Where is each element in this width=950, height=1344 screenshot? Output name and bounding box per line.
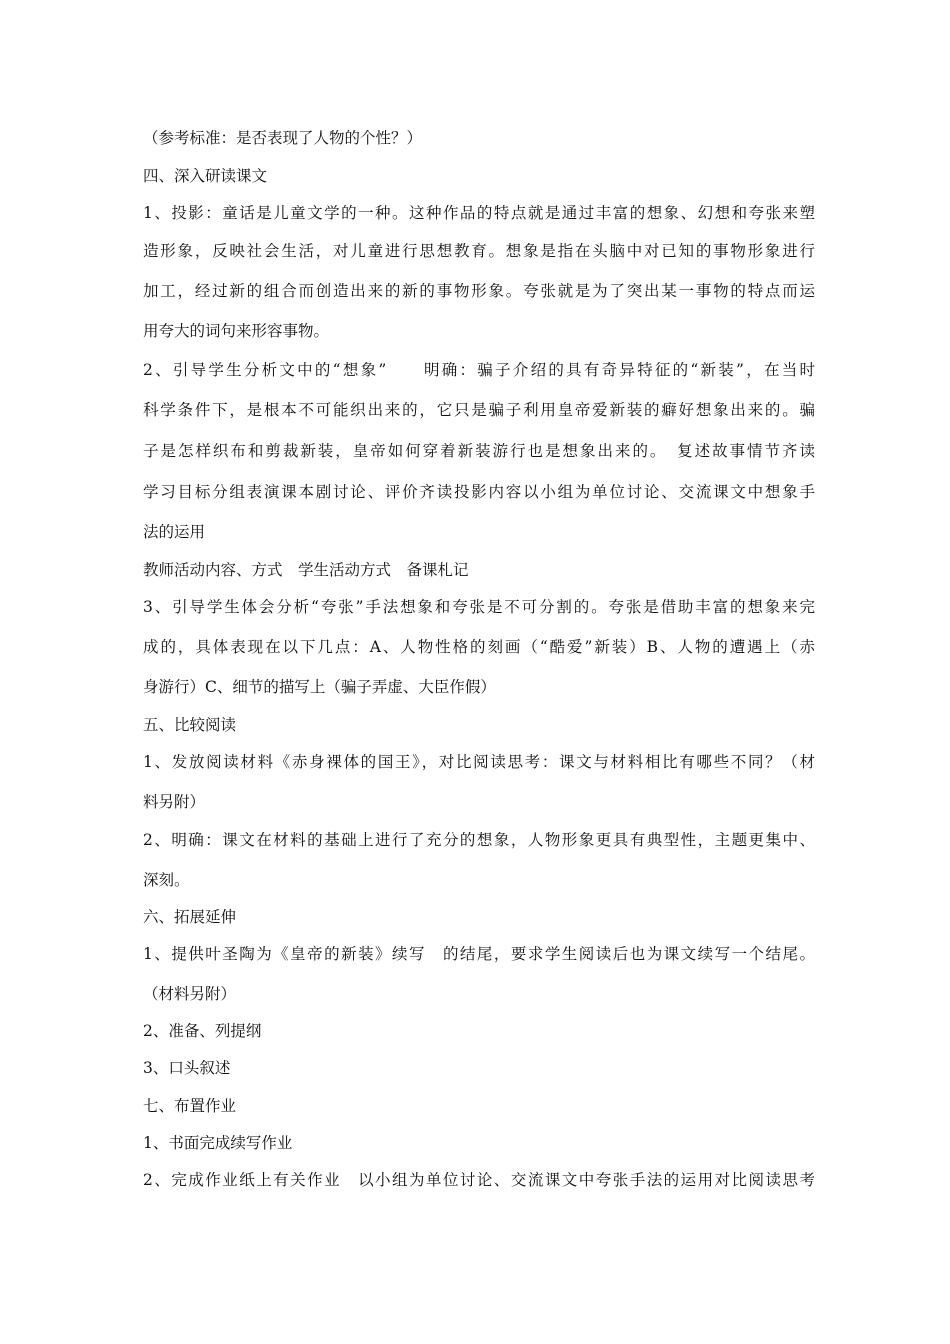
section-heading-6: 六、拓展延伸 xyxy=(143,908,237,926)
section-heading-7: 七、布置作业 xyxy=(143,1097,237,1115)
text-line: 1、提供叶圣陶为《皇帝的新装》续写 的结尾，要求学生阅读后也为课文续写一个结尾。 xyxy=(143,945,815,963)
text-line: 2、明确：课文在材料的基础上进行了充分的想象，人物形象更具有典型性，主题更集中、 xyxy=(143,831,815,849)
text-line: 2、准备、列提纲 xyxy=(143,1022,262,1040)
text-line: 成的，具体表现在以下几点：A、人物性格的刻画（“酷爱”新装）B、人物的遭遇上（赤 xyxy=(143,638,815,656)
text-line: 科学条件下，是根本不可能织出来的，它只是骗子利用皇帝爱新装的癖好想象出来的。骗 xyxy=(143,401,815,419)
text-line: 2、引导学生分析文中的“想象” 明确：骗子介绍的具有奇异特征的“新装”，在当时 xyxy=(143,361,815,379)
text-line: 1、投影：童话是儿童文学的一种。这种作品的特点就是通过丰富的想象、幻想和夸张来塑 xyxy=(143,204,815,222)
text-line: 学习目标分组表演课本剧讨论、评价齐读投影内容以小组为单位讨论、交流课文中想象手 xyxy=(143,483,815,501)
text-line: 用夸大的词句来形容事物。 xyxy=(143,322,330,340)
text-line: 身游行）C、细节的描写上（骗子弄虚、大臣作假） xyxy=(143,678,496,696)
text-line: 深刻。 xyxy=(143,871,190,889)
section-heading-4: 四、深入研读课文 xyxy=(143,167,268,185)
text-line-activity-header: 教师活动内容、方式 学生活动方式 备课札记 xyxy=(143,561,469,579)
text-line: （材料另附） xyxy=(143,985,237,1003)
text-line: 法的运用 xyxy=(143,523,206,541)
text-line: 1、书面完成续写作业 xyxy=(143,1134,293,1152)
text-line-reference-standard: （参考标准：是否表现了人物的个性？） xyxy=(143,129,423,147)
text-line: 造形象，反映社会生活，对儿童进行思想教育。想象是指在头脑中对已知的事物形象进行 xyxy=(143,242,815,260)
text-line: 子是怎样织布和剪裁新装，皇帝如何穿着新装游行也是想象出来的。 复述故事情节齐读 xyxy=(143,442,815,460)
text-line: 料另附） xyxy=(143,793,206,811)
text-line: 3、口头叙述 xyxy=(143,1059,231,1077)
text-line: 3、引导学生体会分析“夸张”手法想象和夸张是不可分割的。夸张是借助丰富的想象来完 xyxy=(143,598,815,616)
text-line: 2、完成作业纸上有关作业 以小组为单位讨论、交流课文中夸张手法的运用对比阅读思考 xyxy=(143,1171,815,1189)
text-line: 加工，经过新的组合而创造出来的新的事物形象。夸张就是为了突出某一事物的特点而运 xyxy=(143,282,815,300)
text-line: 1、发放阅读材料《赤身裸体的国王》，对比阅读思考：课文与材料相比有哪些不同？（材 xyxy=(143,753,815,771)
section-heading-5: 五、比较阅读 xyxy=(143,716,237,734)
